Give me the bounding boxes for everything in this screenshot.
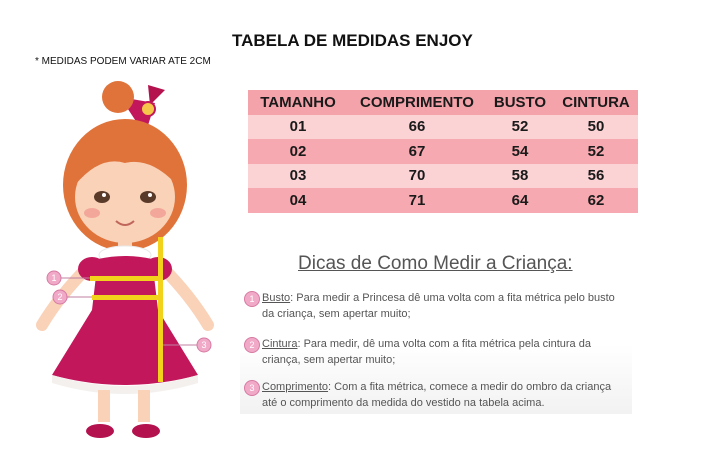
left-eye xyxy=(94,191,110,203)
cell-tamanho: 02 xyxy=(289,142,307,160)
cell-comprimento: 66 xyxy=(408,118,426,136)
cell-comprimento: 71 xyxy=(408,191,426,209)
table-row xyxy=(248,164,638,189)
girl-illustration xyxy=(30,75,230,445)
col-tamanho: TAMANHO xyxy=(260,93,336,111)
tip-term: Comprimento xyxy=(262,381,329,393)
svg-text:2: 2 xyxy=(57,292,63,302)
cell-tamanho: 04 xyxy=(289,191,307,209)
left-shoe xyxy=(86,424,114,438)
page-title: TABELA DE MEDIDAS ENJOY xyxy=(232,31,473,50)
cell-comprimento: 70 xyxy=(408,167,426,185)
col-comprimento: COMPRIMENTO xyxy=(360,93,474,111)
tip-number-3: 3 xyxy=(244,380,260,396)
cell-busto: 52 xyxy=(511,118,529,136)
right-cheek xyxy=(150,208,166,218)
tip-term: Cintura xyxy=(262,338,298,350)
tip-bust xyxy=(244,291,634,321)
waist-tape xyxy=(92,295,158,300)
right-shoe xyxy=(132,424,160,438)
table-row xyxy=(248,115,638,140)
length-tape xyxy=(158,237,163,382)
tip-text: : Para medir, dê uma volta com a fita métrica pela cintura da xyxy=(297,338,591,350)
right-leg xyxy=(138,390,150,422)
marker-1 xyxy=(47,271,61,285)
cell-busto: 64 xyxy=(511,191,529,209)
table-header-row xyxy=(248,90,638,115)
cell-busto: 58 xyxy=(511,167,529,185)
tip-text-line2: da criança, sem apertar muito; xyxy=(262,308,411,320)
tip-term: Busto xyxy=(262,292,291,304)
tip-text-line2: até o comprimento da medida do vestido na tabela acima. xyxy=(262,397,545,409)
cell-tamanho: 01 xyxy=(289,118,307,136)
svg-text:3: 3 xyxy=(201,340,207,350)
tips-title: Dicas de Como Medir a Criança: xyxy=(298,253,573,274)
cell-cintura: 62 xyxy=(587,191,605,209)
cell-tamanho: 03 xyxy=(289,167,307,185)
table-row xyxy=(248,139,638,164)
size-table xyxy=(248,90,638,213)
tip-number-2: 2 xyxy=(244,337,260,353)
tip-text-line2: criança, sem apertar muito; xyxy=(262,354,396,366)
col-cintura: CINTURA xyxy=(562,93,630,111)
tip-number-1: 1 xyxy=(244,291,260,307)
marker-2 xyxy=(53,290,67,304)
bust-tape xyxy=(90,276,160,281)
measurement-note: * MEDIDAS PODEM VARIAR ATE 2CM xyxy=(35,56,211,67)
cell-busto: 54 xyxy=(511,142,529,160)
cell-comprimento: 67 xyxy=(408,142,426,160)
tip-text: : Para medir a Princesa dê uma volta com a fita métrica pelo busto xyxy=(290,292,615,304)
hair-clip xyxy=(141,102,155,116)
left-leg xyxy=(98,390,110,422)
tip-text: : Com a fita métrica, comece a medir do ombro da criança xyxy=(328,381,612,393)
marker-3 xyxy=(197,338,211,352)
col-busto: BUSTO xyxy=(493,93,547,111)
tip-length xyxy=(244,380,634,410)
svg-text:1: 1 xyxy=(51,273,57,283)
table-row xyxy=(248,188,638,213)
left-cheek xyxy=(84,208,100,218)
right-eye xyxy=(140,191,156,203)
tip-waist xyxy=(244,337,634,367)
hair-bun xyxy=(102,81,134,113)
cell-cintura: 56 xyxy=(587,167,605,185)
cell-cintura: 52 xyxy=(587,142,605,160)
cell-cintura: 50 xyxy=(587,118,605,136)
